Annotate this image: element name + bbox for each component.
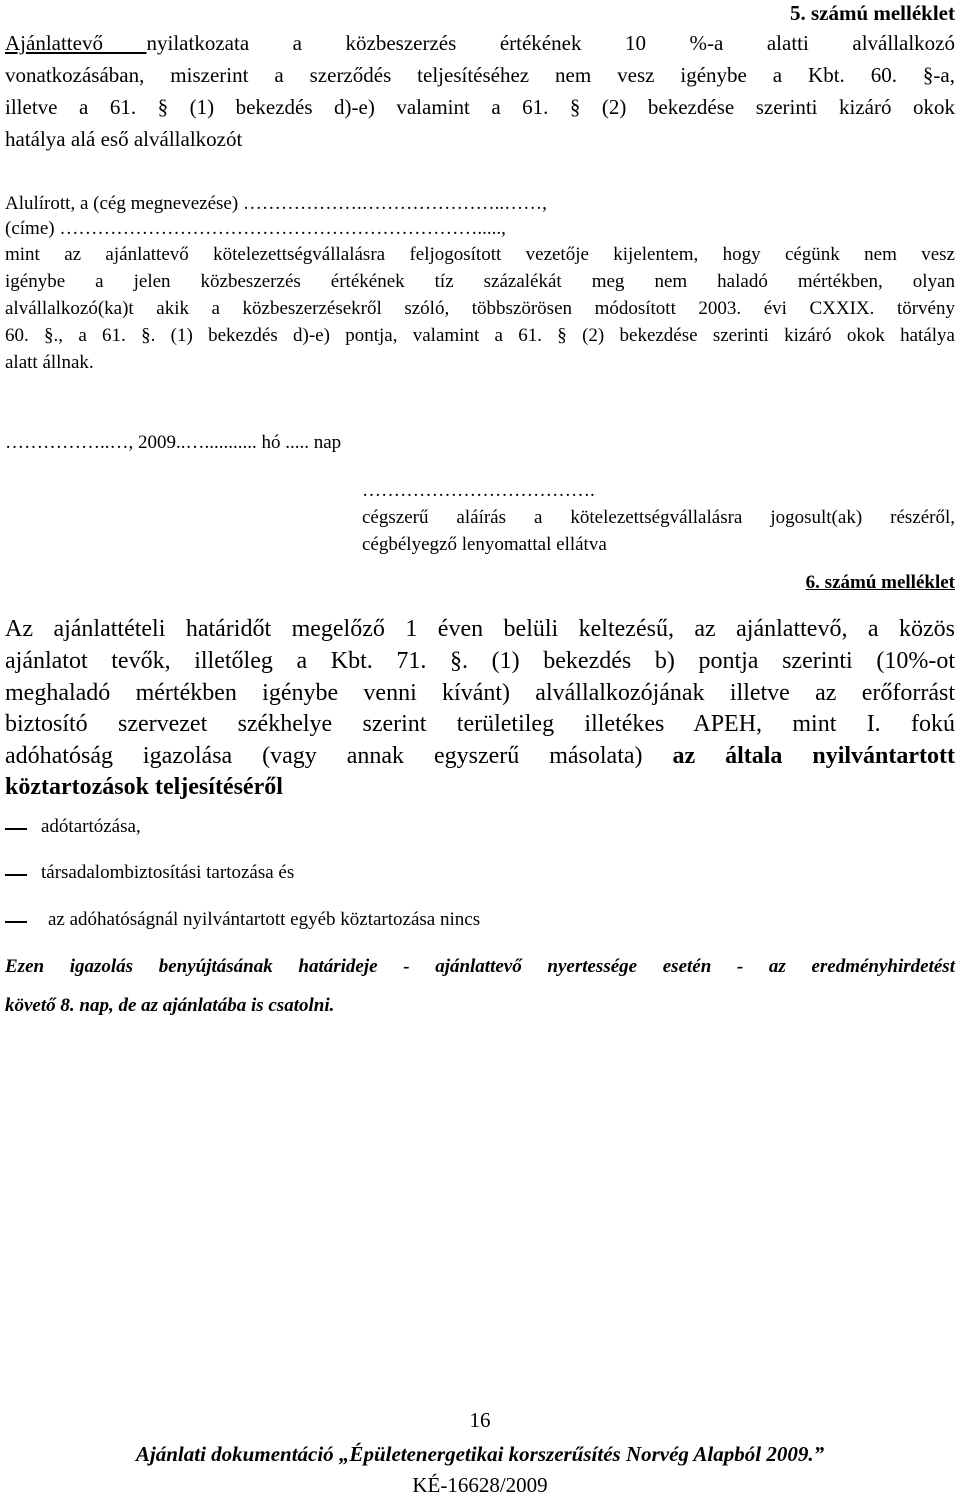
annex5-title-rest: nyilatkozata a közbeszerzés értékének 10 %-a alatti alvállalkozó bbox=[146, 31, 955, 55]
annex5-title-line-4: hatálya alá eső alvállalkozót bbox=[5, 127, 243, 151]
annex5-body-line-6: 60. §., a 61. §. (1) bekezdés d)-e) pontja, valamint a 61. § (2) bekezdése szerinti kizáró okok hatálya bbox=[5, 325, 955, 346]
annex5-title-line-1 bbox=[5, 28, 955, 58]
list-dash-1 bbox=[5, 828, 27, 830]
signature-caption-line-2: cégbélyegző lenyomattal ellátva bbox=[362, 534, 607, 555]
page-number: 16 bbox=[469, 1408, 491, 1432]
annex6-heading: 6. számú melléklet bbox=[805, 572, 955, 593]
annex5-title-line-2: vonatkozásában, miszerint a szerződés teljesítéséhez nem vesz igénybe a Kbt. 60. §-a, bbox=[5, 63, 955, 87]
annex5-title-underlined: Ajánlattevő bbox=[5, 31, 147, 55]
annex6-body-line-1: Az ajánlattételi határidőt megelőző 1 éven belüli keltezésű, az ajánlattevő, a közös bbox=[5, 616, 955, 642]
annex6-body-line-4: biztosító szervezet székhelye szerint területileg illetékes APEH, mint I. fokú bbox=[5, 711, 955, 737]
annex6-body-line-5-plain: adóhatóság igazolása (vagy annak egyszerű másolata) bbox=[5, 743, 673, 769]
list-item-3: az adóhatóságnál nyilvántartott egyéb köztartozása nincs bbox=[48, 909, 481, 930]
annex5-body-line-7: alatt állnak. bbox=[5, 352, 94, 373]
signature-caption-line-1: cégszerű aláírás a kötelezettségvállalásra jogosult(ak) részéről, bbox=[362, 507, 955, 528]
footer-document-title: Ajánlati dokumentáció „Épületenergetikai korszerűsítés Norvég Alapból 2009.” bbox=[135, 1442, 825, 1466]
annex6-body-line-3: meghaladó mértékben igénybe venni kívánt) alvállalkozójának illetve az erőforrást bbox=[5, 680, 955, 706]
signature-dots: ………………………………. bbox=[362, 480, 595, 501]
footer-reference: KÉ-16628/2009 bbox=[412, 1473, 548, 1497]
list-item-2: társadalombiztosítási tartozása és bbox=[41, 862, 295, 883]
annex5-body-line-5: alvállalkozó(ka)t akik a közbeszerzésekről szóló, többszörösen módosított 2003. évi CXXIX. törvény bbox=[5, 298, 955, 319]
list-dash-2 bbox=[5, 874, 27, 876]
annex6-note-line-1: Ezen igazolás benyújtásának határideje - ajánlattevő nyertessége esetén - az eredményhirdetést bbox=[5, 956, 955, 977]
list-dash-3 bbox=[5, 921, 27, 923]
annex6-bold-line: köztartozások teljesítéséről bbox=[5, 774, 283, 800]
annex6-body-line-5 bbox=[5, 743, 955, 770]
annex5-address-line: (címe) …………………………………………………………....., bbox=[5, 218, 506, 239]
annex6-note-line-2: követő 8. nap, de az ajánlatába is csatolni. bbox=[5, 995, 335, 1016]
list-item-1: adótartózása, bbox=[41, 816, 141, 837]
annex5-body-line-3: mint az ajánlattevő kötelezettségvállalásra feljogosított vezetője kijelentem, hogy cégünk nem vesz bbox=[5, 244, 955, 265]
annex6-body-line-2: ajánlatot tevők, illetőleg a Kbt. 71. §. (1) bekezdés b) pontja szerinti (10%-ot bbox=[5, 648, 955, 674]
annex6-body-line-5-bold: az általa nyilvántartott bbox=[672, 743, 955, 769]
annex5-body-line-4: igénybe a jelen közbeszerzés értékének tíz százalékát meg nem haladó mértékben, olyan bbox=[5, 271, 955, 292]
annex5-heading: 5. számú melléklet bbox=[789, 1, 955, 25]
annex5-title-line-3: illetve a 61. § (1) bekezdés d)-e) valamint a 61. § (2) bekezdése szerinti kizáró okok bbox=[5, 95, 955, 119]
annex5-company-name-line: Alulírott, a (cég megnevezése) ……………….…………………..……, bbox=[5, 193, 547, 214]
annex5-date-line: ……………..…, 2009..…........... hó ..... nap bbox=[5, 432, 342, 453]
